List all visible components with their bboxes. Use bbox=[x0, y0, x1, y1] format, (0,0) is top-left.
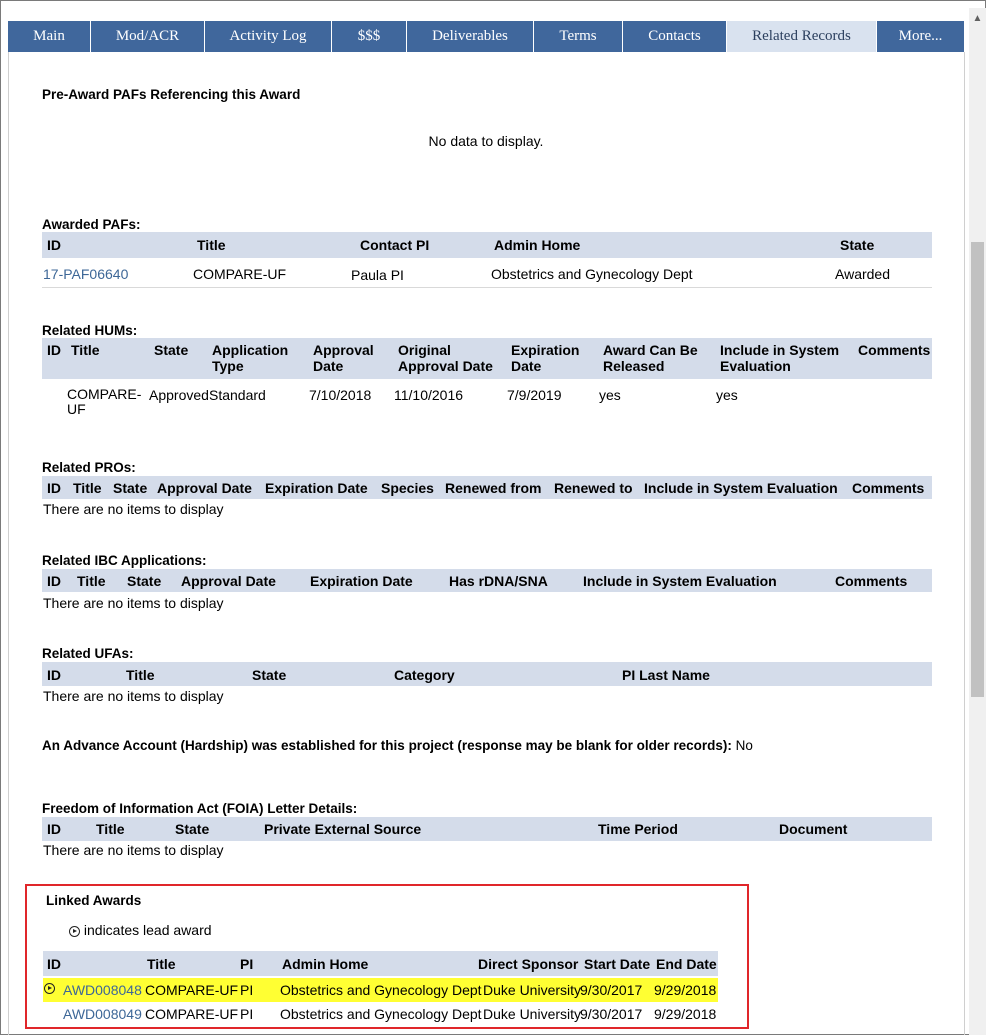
content-right-border bbox=[964, 52, 965, 1035]
related-pros-header bbox=[42, 476, 932, 499]
lead-award-icon bbox=[69, 926, 80, 937]
foia-empty: There are no items to display bbox=[43, 842, 224, 858]
award-id-link[interactable]: AWD008049 bbox=[63, 1006, 142, 1022]
col-admin-home: Admin Home bbox=[282, 956, 369, 972]
col-include-in-system-evaluation: Include in System Evaluation bbox=[583, 573, 777, 589]
col-end-date: End Date bbox=[656, 956, 717, 972]
col-title: Title bbox=[197, 237, 226, 253]
related-ibc-header bbox=[42, 569, 932, 592]
pre-award-title: Pre-Award PAFs Referencing this Award bbox=[42, 87, 301, 102]
award-end-date: 9/29/2018 bbox=[654, 982, 717, 998]
foia-title: Freedom of Information Act (FOIA) Letter Details: bbox=[42, 801, 358, 816]
hum-award-can-be-released: yes bbox=[599, 387, 621, 403]
hum-expiration-date: 7/9/2019 bbox=[507, 387, 562, 403]
related-ufas-header bbox=[42, 662, 932, 686]
foia-header bbox=[42, 817, 932, 841]
tab-money[interactable]: $$$ bbox=[332, 21, 407, 52]
award-start-date: 9/30/2017 bbox=[580, 982, 643, 998]
paf-title: COMPARE-UF bbox=[193, 266, 287, 282]
tab-terms[interactable]: Terms bbox=[534, 21, 623, 52]
award-pi: PI bbox=[240, 982, 254, 998]
hum-title: COMPARE-UF bbox=[67, 386, 142, 417]
awarded-pafs-title: Awarded PAFs: bbox=[42, 217, 141, 232]
col-title: Title bbox=[71, 342, 100, 358]
scroll-up-arrow-icon[interactable]: ▲ bbox=[972, 13, 983, 24]
lead-award-icon bbox=[44, 983, 55, 994]
col-admin-home: Admin Home bbox=[494, 237, 581, 253]
tab-mod-acr[interactable]: Mod/ACR bbox=[91, 21, 205, 52]
content-left-border bbox=[8, 52, 9, 1035]
award-pi: PI bbox=[240, 1006, 254, 1022]
tab-more[interactable]: More... bbox=[877, 21, 964, 52]
tab-bar bbox=[8, 21, 964, 52]
paf-contact-pi: Paula PI bbox=[351, 267, 404, 283]
col-species: Species bbox=[381, 480, 434, 496]
award-direct-sponsor: Duke University bbox=[483, 1006, 582, 1022]
award-end-date: 9/29/2018 bbox=[654, 1006, 717, 1022]
col-id: ID bbox=[47, 342, 61, 358]
hum-application-type: Standard bbox=[209, 387, 266, 403]
col-title: Title bbox=[73, 480, 102, 496]
award-admin-home: Obstetrics and Gynecology Dept bbox=[280, 982, 482, 998]
col-renewed-from: Renewed from bbox=[445, 480, 542, 496]
col-include-in-system-evaluation: Include in System Evaluation bbox=[644, 480, 838, 496]
col-approval-date: Approval Date bbox=[157, 480, 252, 496]
related-hums-header bbox=[42, 338, 932, 379]
col-application-type: Application Type bbox=[212, 342, 289, 374]
col-title: Title bbox=[147, 956, 176, 972]
related-pros-empty: There are no items to display bbox=[43, 501, 224, 517]
col-expiration-date: Expiration Date bbox=[511, 342, 580, 374]
col-approval-date: Approval Date bbox=[313, 342, 374, 374]
award-start-date: 9/30/2017 bbox=[580, 1006, 643, 1022]
col-state: State bbox=[154, 342, 189, 358]
related-ibc-empty: There are no items to display bbox=[43, 595, 224, 611]
tab-main[interactable]: Main bbox=[8, 21, 91, 52]
hum-approval-date: 7/10/2018 bbox=[309, 387, 372, 403]
col-renewed-to: Renewed to bbox=[554, 480, 633, 496]
award-direct-sponsor: Duke University bbox=[483, 982, 582, 998]
col-title: Title bbox=[96, 821, 125, 837]
table-row bbox=[42, 262, 932, 288]
award-id-link[interactable]: AWD008048 bbox=[63, 982, 142, 998]
scroll-thumb[interactable] bbox=[971, 242, 984, 697]
pre-award-empty: No data to display. bbox=[428, 133, 544, 149]
col-direct-sponsor: Direct Sponsor bbox=[478, 956, 579, 972]
hum-include-in-system-evaluation: yes bbox=[716, 387, 738, 403]
hum-state: Approved bbox=[149, 387, 209, 403]
tab-related-records[interactable]: Related Records bbox=[727, 21, 877, 52]
related-hums-title: Related HUMs: bbox=[42, 323, 138, 338]
col-comments: Comments bbox=[835, 573, 908, 589]
tab-activity-log[interactable]: Activity Log bbox=[205, 21, 332, 52]
col-title: Title bbox=[126, 667, 155, 683]
col-comments: Comments bbox=[852, 480, 925, 496]
col-state: State bbox=[113, 480, 148, 496]
related-ibc-title: Related IBC Applications: bbox=[42, 553, 207, 568]
col-state: State bbox=[252, 667, 287, 683]
advance-account-line bbox=[42, 738, 753, 753]
col-document: Document bbox=[779, 821, 848, 837]
legend-text: indicates lead award bbox=[83, 922, 212, 938]
col-id: ID bbox=[47, 237, 61, 253]
award-title: COMPARE-UF bbox=[145, 982, 239, 998]
col-private-external-source: Private External Source bbox=[264, 821, 422, 837]
col-award-can-be-released: Award Can Be Released bbox=[603, 342, 698, 374]
col-approval-date: Approval Date bbox=[181, 573, 276, 589]
col-category: Category bbox=[394, 667, 455, 683]
award-admin-home: Obstetrics and Gynecology Dept bbox=[280, 1006, 482, 1022]
col-pi: PI bbox=[240, 956, 254, 972]
linked-award-row-lead[interactable] bbox=[43, 978, 718, 1002]
advance-account-label: An Advance Account (Hardship) was established for this project (response may be blank for older records): bbox=[42, 738, 732, 753]
col-expiration-date: Expiration Date bbox=[265, 480, 368, 496]
col-id: ID bbox=[47, 480, 61, 496]
col-state: State bbox=[175, 821, 210, 837]
col-comments: Comments bbox=[858, 342, 931, 358]
col-expiration-date: Expiration Date bbox=[310, 573, 413, 589]
col-id: ID bbox=[47, 821, 61, 837]
table-row bbox=[42, 383, 932, 423]
advance-account-value: No bbox=[735, 738, 753, 753]
col-state: State bbox=[840, 237, 875, 253]
col-start-date: Start Date bbox=[584, 956, 651, 972]
award-title: COMPARE-UF bbox=[145, 1006, 239, 1022]
divider bbox=[42, 287, 932, 288]
col-time-period: Time Period bbox=[598, 821, 678, 837]
col-has-rdna-sna: Has rDNA/SNA bbox=[449, 573, 548, 589]
col-contact-pi: Contact PI bbox=[360, 237, 430, 253]
tab-contacts[interactable]: Contacts bbox=[623, 21, 727, 52]
linked-awards-header bbox=[43, 951, 718, 976]
col-state: State bbox=[127, 573, 162, 589]
related-pros-title: Related PROs: bbox=[42, 460, 136, 475]
hum-original-approval-date: 11/10/2016 bbox=[394, 387, 464, 403]
paf-id-link[interactable]: 17-PAF06640 bbox=[43, 266, 129, 282]
col-title: Title bbox=[77, 573, 106, 589]
paf-admin-home: Obstetrics and Gynecology Dept bbox=[491, 266, 693, 282]
col-pi-last-name: PI Last Name bbox=[622, 667, 710, 683]
paf-state: Awarded bbox=[835, 266, 891, 282]
related-ufas-empty: There are no items to display bbox=[43, 688, 224, 704]
awarded-pafs-header bbox=[42, 232, 932, 258]
col-id: ID bbox=[47, 573, 61, 589]
linked-awards-title: Linked Awards bbox=[46, 893, 142, 908]
col-original-approval-date: Original Approval Date bbox=[398, 342, 493, 374]
linked-award-row[interactable] bbox=[43, 1002, 718, 1026]
col-include-in-system-evaluation: Include in System Evaluation bbox=[720, 342, 840, 374]
linked-awards-legend bbox=[69, 922, 212, 938]
col-id: ID bbox=[47, 956, 61, 972]
related-ufas-title: Related UFAs: bbox=[42, 646, 134, 661]
tab-deliverables[interactable]: Deliverables bbox=[407, 21, 534, 52]
col-id: ID bbox=[47, 667, 61, 683]
